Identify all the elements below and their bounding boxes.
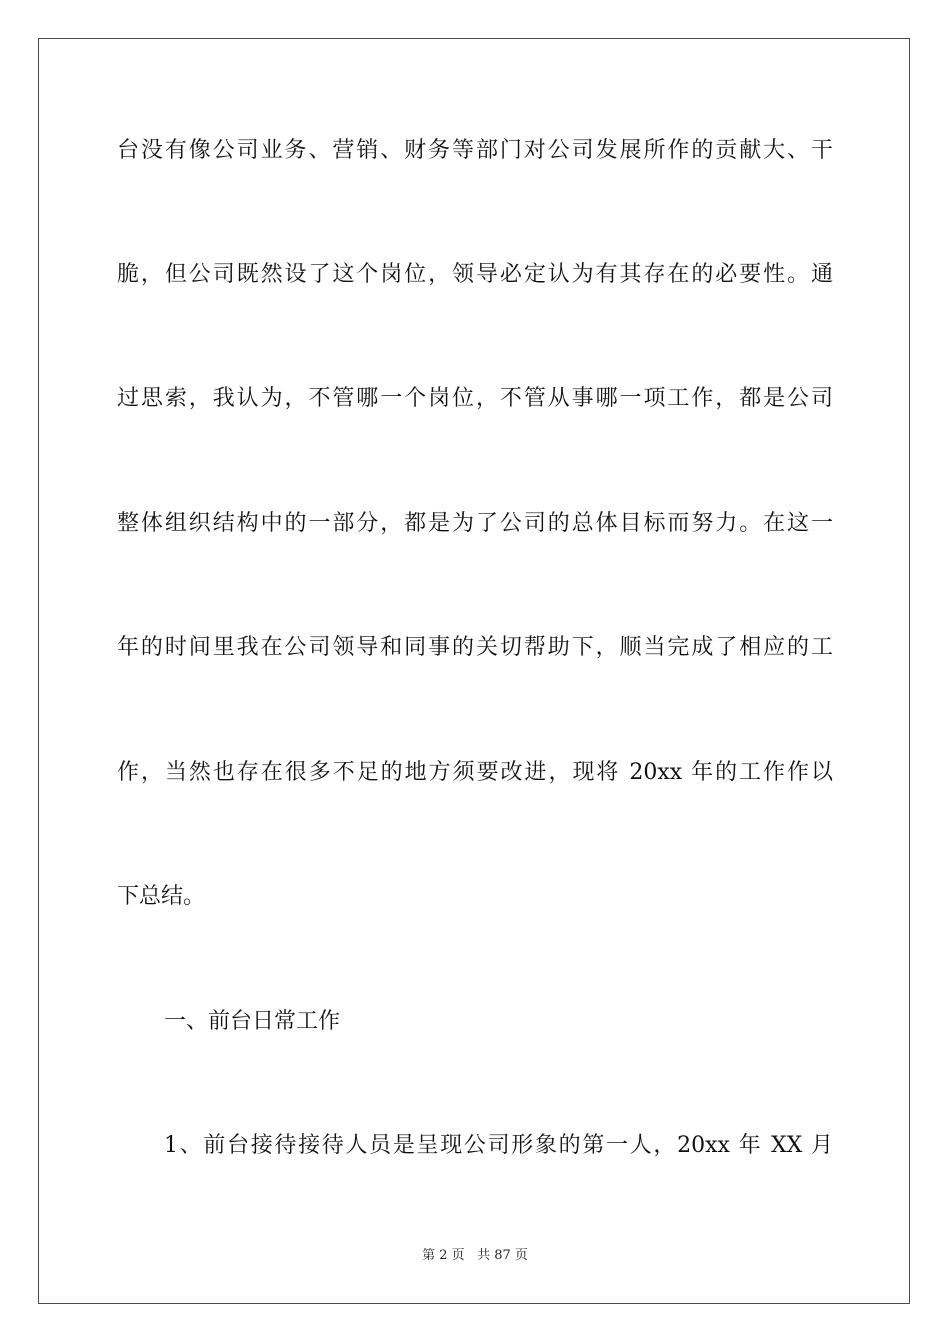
body-text-line: 年的时间里我在公司领导和同事的关切帮助下，顺当完成了相应的工	[117, 635, 833, 660]
body-text-line: 作，当然也存在很多不足的地方须要改进，现将 20xx 年的工作作以	[117, 760, 833, 785]
body-text-line: 下总结。	[117, 884, 206, 909]
page-footer	[0, 1247, 950, 1265]
body-text-line: 整体组织结构中的一部分，都是为了公司的总体目标而努力。在这一	[117, 511, 833, 536]
section-heading: 一、前台日常工作	[164, 1009, 341, 1034]
page-border	[38, 38, 910, 1304]
list-item-text: 1、前台接待接待人员是呈现公司形象的第一人，20xx 年 XX 月	[164, 1133, 833, 1158]
body-text-line: 过思索，我认为，不管哪一个岗位，不管从事哪一项工作，都是公司	[117, 386, 833, 411]
body-text-line: 台没有像公司业务、营销、财务等部门对公司发展所作的贡献大、干	[117, 138, 833, 163]
body-text-line: 脆，但公司既然设了这个岗位，领导必定认为有其存在的必要性。通	[117, 262, 833, 287]
page-number: 第 2 页	[422, 1248, 465, 1263]
page-total: 共 87 页	[477, 1248, 528, 1263]
